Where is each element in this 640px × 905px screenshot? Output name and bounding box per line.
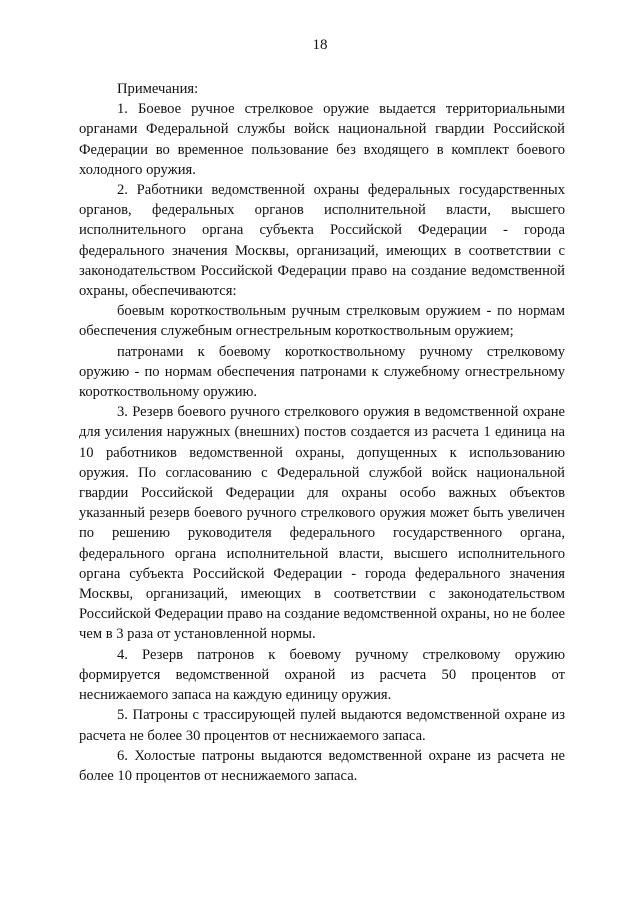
page-number: 18	[312, 37, 328, 53]
note-paragraph-1: 1. Боевое ручное стрелковое оружие выдается территориальными органами Федеральной службы войск национальной гвардии Российской Федерации во временное пользование без входящего в комплект боевого холодного оружия.	[79, 101, 565, 178]
notes-heading: Примечания:	[117, 81, 199, 97]
note-paragraph-3: 3. Резерв боевого ручного стрелкового оружия в ведомственной охране для усиления наружных (внешних) постов создается из расчета 1 единица на 10 работников ведомственной охраны, допущенных к использованию оружия. По согласованию с Федеральной службой войск национальной гвардии Российской Федерации для охраны особо важных объектов указанный резерв боевого ручного стрелкового оружия может быть увеличен по решению руководителя федерального государственного органа, федерального органа исполнительной власти, высшего исполнительного органа субъекта Российской Федерации - города федерального значения Москвы, организаций, имеющих в соответствии с законодательством Российской Федерации право на создание ведомственной охраны, но не более чем в 3 раза от установленной нормы.	[79, 404, 565, 643]
note-paragraph-6: 6. Холостые патроны выдаются ведомственной охране из расчета не более 10 процентов от неснижаемого запаса.	[79, 747, 565, 784]
note-paragraph-2-item-cartridges: патронами к боевому короткоствольному ручному стрелковому оружию - по нормам обеспечения патронами к служебному огнестрельному короткоствольному оружию.	[79, 343, 565, 401]
note-paragraph-2: 2. Работники ведомственной охраны федеральных государственных органов, федеральных органов исполнительной власти, высшего исполнительного органа субъекта Российской Федерации - города федерального значения Москвы, организаций, имеющих в соответствии с законодательством Российской Федерации право на создание ведомственной охраны, обеспечиваются:	[79, 182, 565, 300]
note-paragraph-4: 4. Резерв патронов к боевому ручному стрелковому оружию формируется ведомственной охраной из расчета 50 процентов от неснижаемого запаса на каждую единицу оружия.	[79, 646, 565, 704]
notes-section	[79, 79, 565, 786]
note-paragraph-2-item-weapons: боевым короткоствольным ручным стрелковым оружием - по нормам обеспечения служебным огнестрельным короткоствольным оружием;	[79, 303, 565, 340]
note-paragraph-5: 5. Патроны с трассирующей пулей выдаются ведомственной охране из расчета не более 30 процентов от неснижаемого запаса.	[79, 707, 565, 744]
